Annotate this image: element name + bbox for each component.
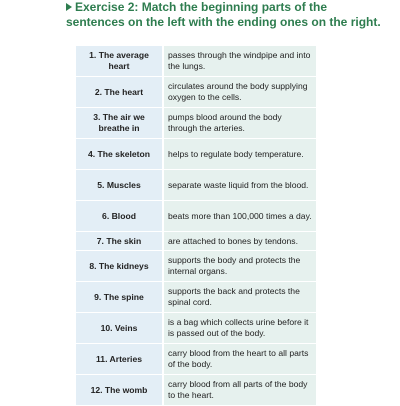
table-row	[76, 201, 316, 231]
sentence-beginning: 1. The average heart	[76, 46, 164, 76]
sentence-ending: supports the body and protects the internal organs.	[164, 251, 316, 281]
sentence-beginning: 10. Veins	[76, 313, 164, 343]
sentence-ending: carry blood from the heart to all parts of the body.	[164, 344, 316, 374]
sentence-beginning: 4. The skeleton	[76, 139, 164, 169]
sentence-beginning: 8. The kidneys	[76, 251, 164, 281]
table-row	[76, 108, 316, 138]
matching-table	[76, 45, 316, 406]
sentence-beginning: 11. Arteries	[76, 344, 164, 374]
sentence-beginning: 5. Muscles	[76, 170, 164, 200]
sentence-ending: carry blood from all parts of the body to the heart.	[164, 375, 316, 405]
sentence-beginning: 9. The spine	[76, 282, 164, 312]
sentence-ending: helps to regulate body temperature.	[164, 139, 316, 169]
sentence-ending: is a bag which collects urine before it is passed out of the body.	[164, 313, 316, 343]
sentence-beginning: 7. The skin	[76, 232, 164, 250]
table-row	[76, 139, 316, 169]
exercise-heading	[66, 0, 386, 30]
sentence-ending: circulates around the body supplying oxygen to the cells.	[164, 77, 316, 107]
table-row	[76, 232, 316, 250]
sentence-beginning: 6. Blood	[76, 201, 164, 231]
table-row	[76, 282, 316, 312]
sentence-ending: separate waste liquid from the blood.	[164, 170, 316, 200]
table-row	[76, 313, 316, 343]
table-row	[76, 375, 316, 405]
exercise-title: Exercise 2: Match the beginning parts of the sentences on the left with the ending ones on the right.	[66, 0, 381, 29]
sentence-ending: beats more than 100,000 times a day.	[164, 201, 316, 231]
table-row	[76, 344, 316, 374]
table-row	[76, 77, 316, 107]
sentence-ending: passes through the windpipe and into the lungs.	[164, 46, 316, 76]
table-row	[76, 170, 316, 200]
sentence-ending: are attached to bones by tendons.	[164, 232, 316, 250]
sentence-ending: supports the back and protects the spinal cord.	[164, 282, 316, 312]
table-row	[76, 46, 316, 76]
sentence-beginning: 2. The heart	[76, 77, 164, 107]
sentence-beginning: 12. The womb	[76, 375, 164, 405]
sentence-beginning: 3. The air we breathe in	[76, 108, 164, 138]
table-row	[76, 251, 316, 281]
triangle-bullet-icon	[66, 3, 72, 11]
sentence-ending: pumps blood around the body through the arteries.	[164, 108, 316, 138]
